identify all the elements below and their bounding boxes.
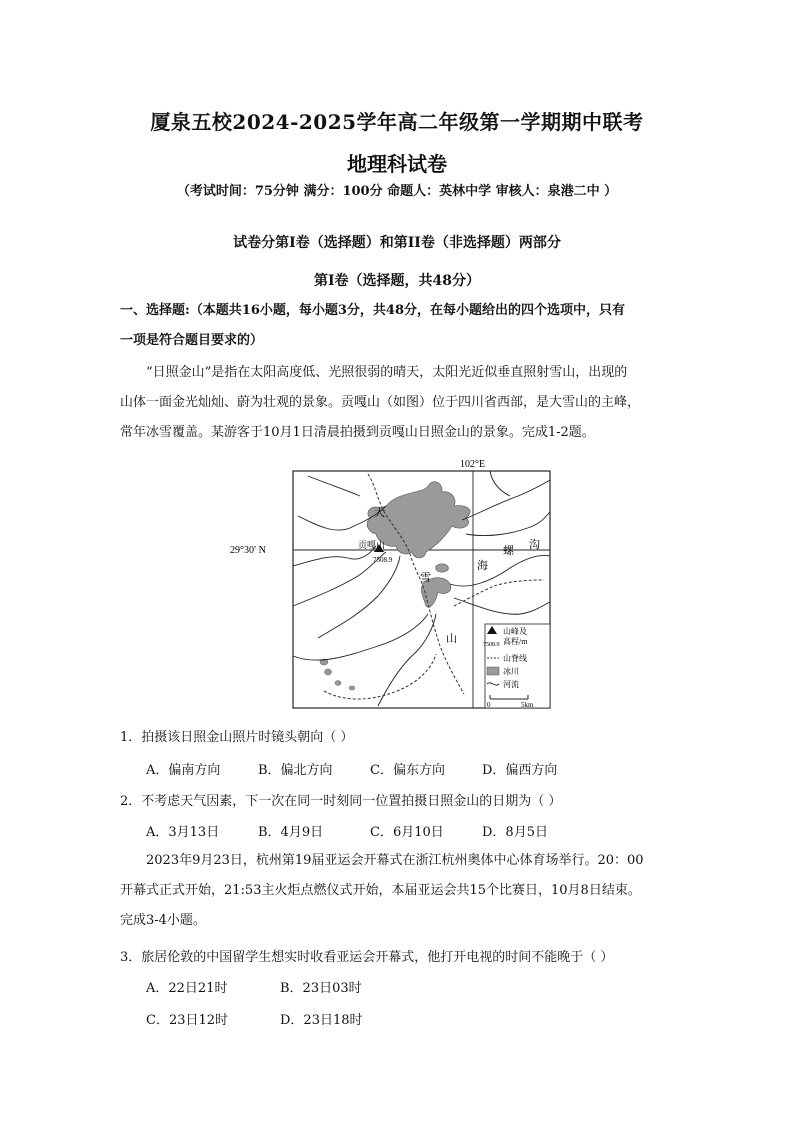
question-2-option-d: D．8月5日	[482, 825, 548, 840]
instructions-line2: 一项是符合题目要求的）	[120, 333, 264, 348]
legend-glacier-label: 冰川	[503, 667, 519, 676]
question-2-option-a: A．3月13日	[146, 825, 220, 840]
longitude-label: 102°E	[460, 459, 486, 470]
place-gou: 沟	[529, 539, 540, 551]
glacier-small-4	[335, 681, 341, 686]
glacier-small-1	[436, 564, 449, 572]
passage-1-line1: “日照金山”是指在太阳高度低、光照很弱的晴天，太阳光近似垂直照射雪山，出现的	[146, 365, 628, 380]
peak-name-label: 贡嘎山	[358, 540, 386, 550]
passage-2-line3: 完成3-4小题。	[120, 913, 206, 928]
question-1-option-d: D．偏西方向	[482, 763, 558, 778]
question-3-option-a: A．22日21时	[146, 981, 228, 996]
question-1-stem: 1．拍摄该日照金山照片时镜头朝向（ ）	[120, 730, 354, 745]
passage-1-line3: 常年冰雪覆盖。某游客于10月1日清晨拍摄到贡嘎山日照金山的景象。完成1-2题。	[120, 425, 595, 440]
latitude-label: 29°30′ N	[230, 545, 266, 556]
place-da: 大	[374, 507, 385, 519]
part1-heading: 第Ⅰ卷（选择题，共48分）	[313, 273, 481, 289]
peak-elev-label: 7508.9	[373, 556, 393, 564]
question-2-option-c: C．6月10日	[370, 825, 444, 840]
legend-ridge-label: 山脊线	[503, 654, 527, 663]
exam-title: 厦泉五校2024-2025学年高二年级第一学期期中联考	[150, 110, 644, 134]
glacier-small-3	[325, 669, 332, 675]
instructions-line1: 一、选择题:（本题共16小题，每小题3分，共48分，在每小题给出的四个选项中，只有	[120, 303, 626, 318]
exam-meta: （考试时间：75分钟 满分：100分 命题人：英林中学 审核人：泉港二中 ）	[176, 184, 618, 199]
question-2-option-b: B．4月9日	[258, 825, 324, 840]
passage-1-line2: 山体一面金光灿灿、蔚为壮观的景象。贡嘎山（如图）位于四川省西部，是大雪山的主峰，	[120, 395, 641, 410]
question-1-option-a: A．偏南方向	[146, 763, 221, 778]
legend-river-label: 河流	[503, 680, 519, 689]
passage-2	[120, 846, 685, 936]
passage-2-line1: 2023年9月23日，杭州第19届亚运会开幕式在浙江杭州奥体中心体育场举行。20：00	[146, 853, 644, 868]
question-1-option-c: C．偏东方向	[370, 763, 445, 778]
question-3-option-c: C．23日12时	[146, 1013, 229, 1028]
place-xue: 雪	[420, 572, 431, 584]
place-shan: 山	[446, 633, 457, 645]
passage-2-line2: 开幕式正式开始，21:53主火炬点燃仪式开始，本届亚运会共15个比赛日，10月8日结束。	[120, 883, 641, 898]
question-1-option-b: B．偏北方向	[258, 763, 333, 778]
glacier-small-5	[349, 686, 355, 690]
place-hai: 海	[477, 560, 488, 572]
legend-scale-zero: 0	[487, 701, 491, 709]
legend-peak-label-1: 山峰及	[503, 627, 527, 636]
paper-parts: 试卷分第Ⅰ卷（选择题）和第II卷（非选择题）两部分	[233, 235, 561, 251]
legend-glacier-icon	[487, 667, 499, 675]
place-luo: 螺	[503, 545, 514, 557]
question-3-option-b: B．23日03时	[280, 981, 362, 996]
legend-peak-value: 7508.9	[483, 642, 500, 648]
question-2-stem: 2．不考虑天气因素，下一次在同一时刻同一位置拍摄日照金山的日期为（ ）	[120, 794, 562, 809]
gongga-map	[228, 456, 568, 720]
passage-1	[120, 358, 685, 448]
legend-scale-km: 5km	[521, 701, 534, 709]
subject-title: 地理科试卷	[347, 152, 447, 176]
map-legend	[483, 624, 550, 709]
instructions	[120, 296, 685, 356]
question-3-stem: 3．旅居伦敦的中国留学生想实时收看亚运会开幕式，他打开电视的时间不能晚于（ ）	[120, 950, 614, 965]
question-3-option-d: D．23日18时	[280, 1013, 363, 1028]
legend-peak-label-2: 高程/m	[503, 637, 528, 646]
